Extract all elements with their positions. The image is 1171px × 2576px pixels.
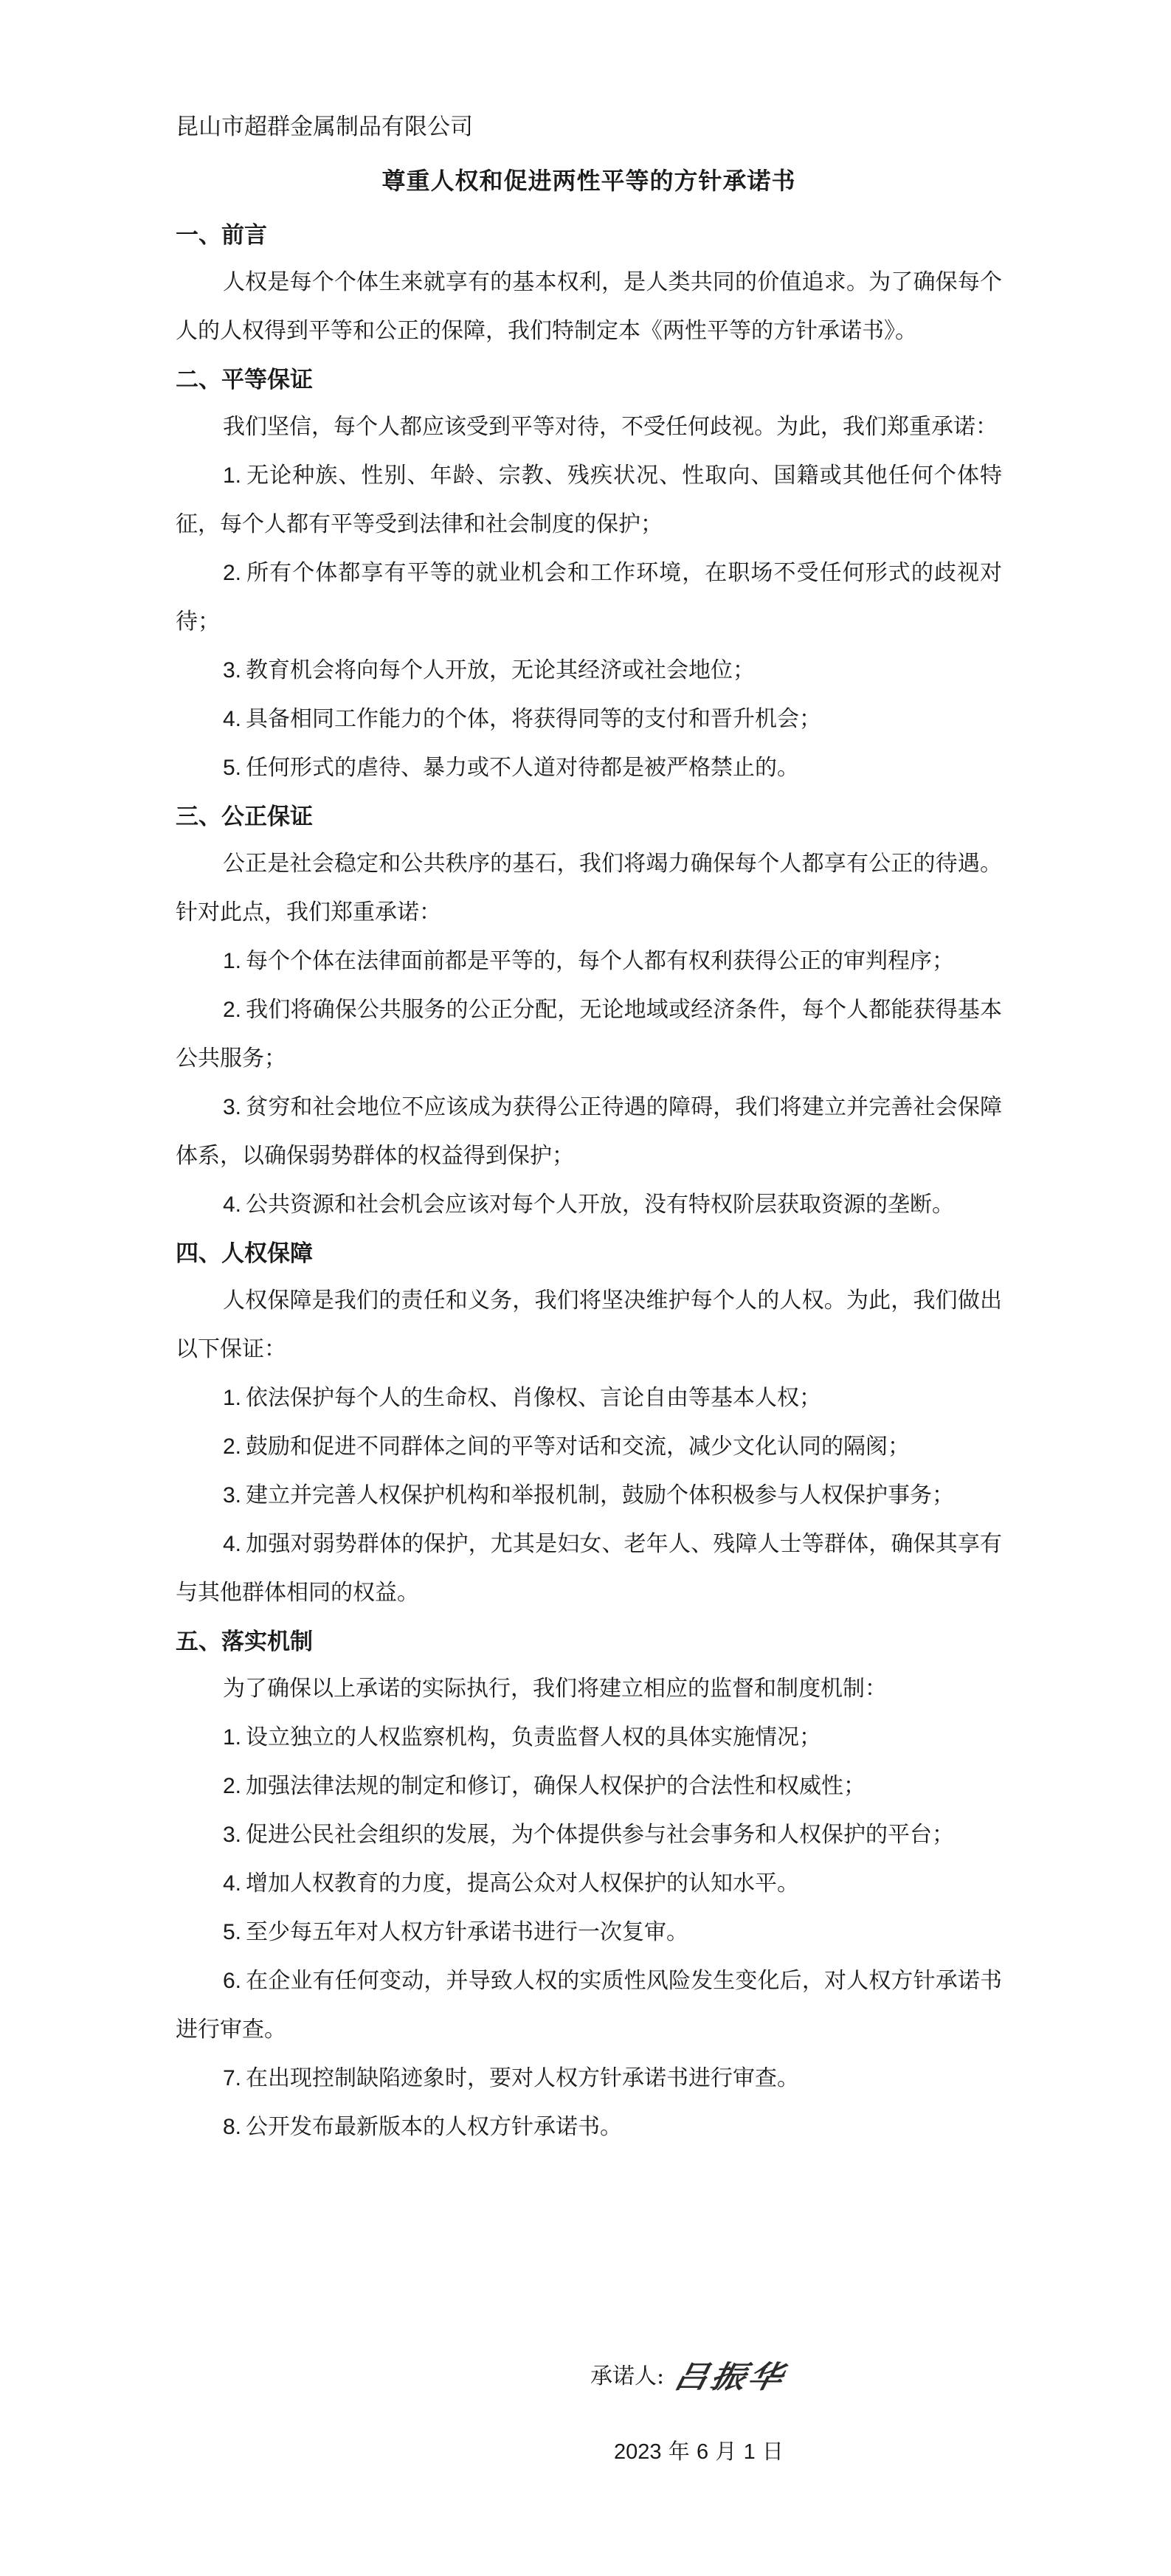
- item-number: 3.: [223, 658, 242, 683]
- item-text: 无论种族、性别、年龄、宗教、残疾状况、性取向、国籍或其他任何个体特征，每个人都有平等受到法律和社会制度的保护；: [176, 463, 1002, 537]
- section-heading: 一、前言: [176, 222, 267, 249]
- list-item: [176, 1423, 1002, 1471]
- document-title: 尊重人权和促进两性平等的方针承诺书: [381, 167, 796, 195]
- item-number: 1.: [223, 1386, 242, 1410]
- list-item: [176, 1374, 1002, 1423]
- item-text: 加强对弱势群体的保护，尤其是妇女、老年人、残障人士等群体，确保其享有与其他群体相同的权益。: [176, 1531, 1002, 1606]
- item-number: 5.: [223, 756, 242, 780]
- list-item: [176, 1471, 1002, 1520]
- section-paragraph: 人权保障是我们的责任和义务，我们将坚决维护每个人的人权。为此，我们做出以下保证：: [176, 1288, 1002, 1362]
- list-item: [176, 986, 1002, 1083]
- item-number: 2.: [223, 561, 242, 585]
- document-page: [176, 111, 1002, 2152]
- list-item: [176, 2103, 1002, 2152]
- list-item: [176, 1181, 1002, 1229]
- list-item: [176, 549, 1002, 646]
- list-item: [176, 1083, 1002, 1181]
- item-text: 在企业有任何变动，并导致人权的实质性风险发生变化后，对人权方针承诺书进行审查。: [176, 1968, 1002, 2043]
- section-paragraph: 人权是每个个体生来就享有的基本权利，是人类共同的价值追求。为了确保每个人的人权得到平等和公正的保障，我们特制定本《两性平等的方针承诺书》。: [176, 269, 1002, 344]
- date-day: 1: [743, 2440, 756, 2464]
- section-preface: [176, 217, 1002, 356]
- item-number: 6.: [223, 1969, 242, 1993]
- section-equality: [176, 362, 1002, 793]
- document-date: [614, 2435, 784, 2468]
- date-year-unit: 年: [668, 2439, 690, 2464]
- item-number: 2.: [223, 1774, 242, 1798]
- list-item: [176, 2054, 1002, 2103]
- item-text: 教育机会将向每个人开放，无论其经济或社会地位；: [246, 657, 756, 683]
- signature-label: 承诺人:: [590, 2363, 665, 2389]
- section-paragraph: 我们坚信，每个人都应该受到平等对待，不受任何歧视。为此，我们郑重承诺：: [223, 414, 998, 440]
- item-text: 设立独立的人权监察机构，负责监督人权的具体实施情况；: [246, 1724, 822, 1750]
- item-text: 贫穷和社会地位不应该成为获得公正待遇的障碍，我们将建立并完善社会保障体系，以确保弱势群体的权益得到保护；: [176, 1094, 1002, 1169]
- section-heading: 二、平等保证: [176, 367, 313, 393]
- section-paragraph: 为了确保以上承诺的实际执行，我们将建立相应的监督和制度机制：: [223, 1676, 887, 1702]
- list-item: [176, 646, 1002, 695]
- date-day-unit: 日: [761, 2439, 784, 2464]
- section-paragraph: 公正是社会稳定和公共秩序的基石，我们将竭力确保每个人都享有公正的待遇。针对此点，我们郑重承诺：: [176, 851, 1002, 925]
- list-item: [176, 1520, 1002, 1617]
- item-number: 1.: [223, 949, 242, 973]
- item-text: 公共资源和社会机会应该对每个人开放，没有特权阶层获取资源的垄断。: [246, 1192, 955, 1218]
- item-number: 4.: [223, 1871, 242, 1896]
- list-item: [176, 1762, 1002, 1811]
- item-number: 2.: [223, 998, 242, 1022]
- item-number: 1.: [223, 1725, 242, 1750]
- list-item: [176, 1957, 1002, 2054]
- section-justice: [176, 798, 1002, 1229]
- section-heading: 三、公正保证: [176, 804, 313, 830]
- item-number: 8.: [223, 2115, 242, 2139]
- item-text: 具备相同工作能力的个体，将获得同等的支付和晋升机会；: [246, 706, 822, 732]
- item-text: 至少每五年对人权方针承诺书进行一次复审。: [246, 1919, 689, 1945]
- item-text: 加强法律法规的制定和修订，确保人权保护的合法性和权威性；: [246, 1773, 866, 1799]
- item-number: 3.: [223, 1823, 242, 1847]
- company-name: 昆山市超群金属制品有限公司: [176, 114, 473, 140]
- signature-block: [590, 2358, 789, 2395]
- date-month: 6: [696, 2440, 709, 2464]
- section-heading: 四、人权保障: [176, 1240, 313, 1267]
- item-text: 所有个体都享有平等的就业机会和工作环境，在职场不受任何形式的歧视对待；: [176, 560, 1002, 635]
- section-human-rights: [176, 1235, 1002, 1617]
- item-number: 5.: [223, 1920, 242, 1944]
- item-number: 2.: [223, 1434, 242, 1459]
- item-text: 我们将确保公共服务的公正分配，无论地域或经济条件，每个人都能获得基本公共服务；: [176, 997, 1002, 1071]
- item-text: 鼓励和促进不同群体之间的平等对话和交流，减少文化认同的隔阂；: [246, 1434, 911, 1460]
- item-number: 1.: [223, 463, 242, 488]
- item-number: 7.: [223, 2066, 242, 2090]
- handwritten-signature: 吕振华: [670, 2358, 789, 2395]
- list-item: [176, 452, 1002, 549]
- list-item: [176, 695, 1002, 744]
- item-number: 3.: [223, 1483, 242, 1508]
- item-number: 4.: [223, 1192, 242, 1217]
- list-item: [176, 744, 1002, 793]
- item-text: 促进公民社会组织的发展，为个体提供参与社会事务和人权保护的平台；: [246, 1822, 955, 1848]
- item-text: 每个个体在法律面前都是平等的，每个人都有权利获得公正的审判程序；: [246, 948, 955, 974]
- item-text: 在出现控制缺陷迹象时，要对人权方针承诺书进行审查。: [246, 2065, 800, 2091]
- date-year: 2023: [614, 2440, 662, 2464]
- list-item: [176, 1908, 1002, 1957]
- list-item: [176, 937, 1002, 986]
- list-item: [176, 1860, 1002, 1908]
- item-text: 公开发布最新版本的人权方针承诺书。: [246, 2114, 623, 2140]
- list-item: [176, 1811, 1002, 1860]
- item-text: 依法保护每个人的生命权、肖像权、言论自由等基本人权；: [246, 1385, 822, 1411]
- section-heading: 五、落实机制: [176, 1629, 313, 1655]
- list-item: [176, 1713, 1002, 1762]
- item-number: 4.: [223, 707, 242, 731]
- section-implementation: [176, 1623, 1002, 2152]
- item-text: 任何形式的虐待、暴力或不人道对待都是被严格禁止的。: [246, 755, 800, 781]
- date-month-unit: 月: [715, 2439, 737, 2464]
- item-number: 3.: [223, 1095, 242, 1119]
- item-text: 增加人权教育的力度，提高公众对人权保护的认知水平。: [246, 1871, 800, 1896]
- item-number: 4.: [223, 1532, 242, 1556]
- item-text: 建立并完善人权保护机构和举报机制，鼓励个体积极参与人权保护事务；: [246, 1482, 955, 1508]
